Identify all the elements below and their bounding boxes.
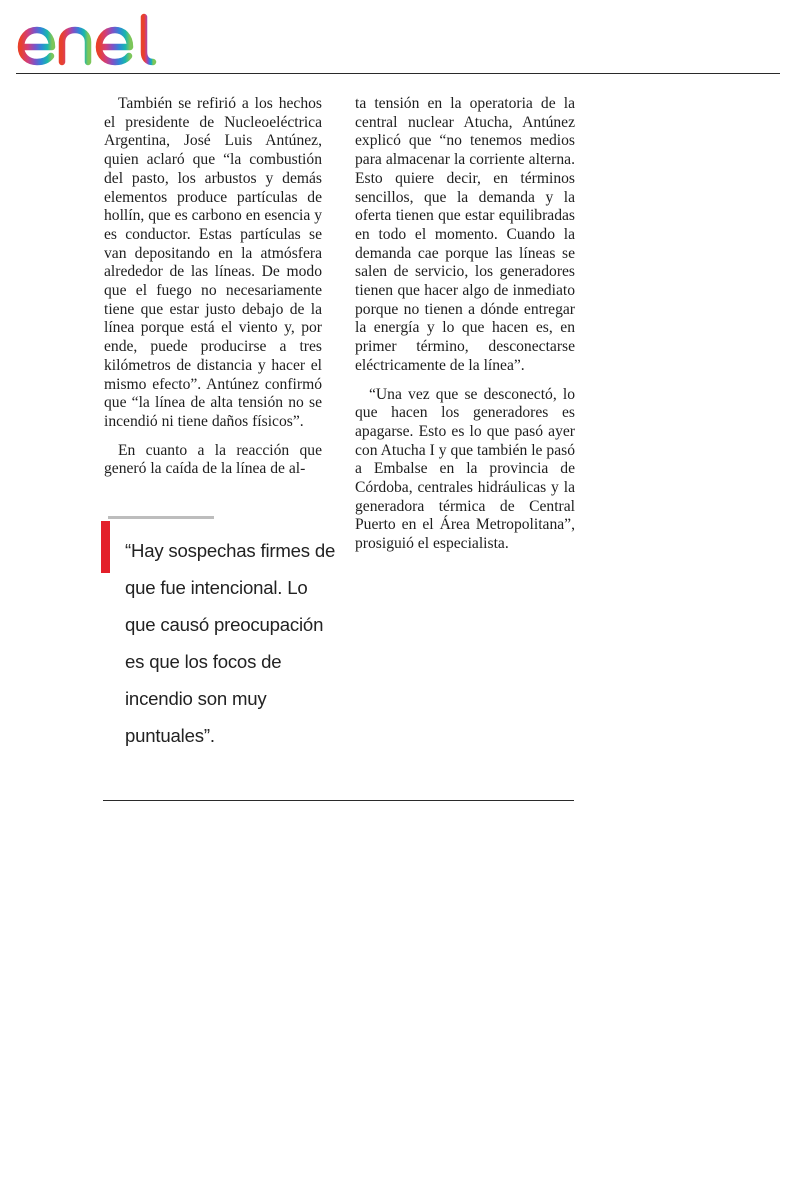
- header-rule: [16, 73, 780, 74]
- enel-logo: [16, 12, 172, 68]
- article-column-left: [104, 95, 322, 489]
- article-paragraph: También se refirió a los hechos el presidente de Nucleoeléctrica Argentina, José Luis Antúnez, quien aclaró que “la combustión del pasto, los arbustos y demás elementos produce partículas de hollín, que es carbono en esencia y es conductor. Estas partículas se van depositando en la atmósfera alrededor de las líneas. De modo que el fuego no necesariamente tiene que estar justo debajo de la línea porque está el viento y, por ende, puede producirse a tres kilómetros de distancia y hacer el mismo efecto”. Antúnez confirmó que “la línea de alta tensión no se incendió ni tiene daños físicos”.: [104, 95, 322, 430]
- pull-quote: [101, 516, 341, 756]
- article-paragraph: “Una vez que se desconectó, lo que hacen los generadores es apagarse. Esto es lo que pasó ayer con Atucha I y que también le pasó a Embalse en la provincia de Córdoba, centrales hidráulicas y la generadora térmica de Central Puerto en el Área Metropolitana”, prosiguió el especialista.: [355, 385, 575, 553]
- pull-quote-top-rule: [108, 516, 214, 519]
- pull-quote-accent-bar: [101, 521, 110, 573]
- article-paragraph: En cuanto a la reacción que generó la caída de la línea de al-: [104, 441, 322, 478]
- article-column-right: [355, 95, 575, 564]
- footer-rule: [103, 800, 574, 801]
- article-paragraph: ta tensión en la operatoria de la central nuclear Atucha, Antúnez explicó que “no tenemos medios para almacenar la corriente alterna. Esto quiere decir, en términos sencillos, que la demanda y la oferta tienen que estar equilibradas en todo el momento. Cuando la demanda cae porque las líneas se salen de servicio, los generadores tienen que hacer algo de inmediato porque no tienen a dónde entregar la energía y lo que hacen es, en primer término, desconectarse eléctricamente de la línea”.: [355, 95, 575, 374]
- pull-quote-text: “Hay sospechas firmes de que fue intencional. Lo que causó preocupación es que los focos de incendio son muy puntuales”.: [125, 540, 336, 746]
